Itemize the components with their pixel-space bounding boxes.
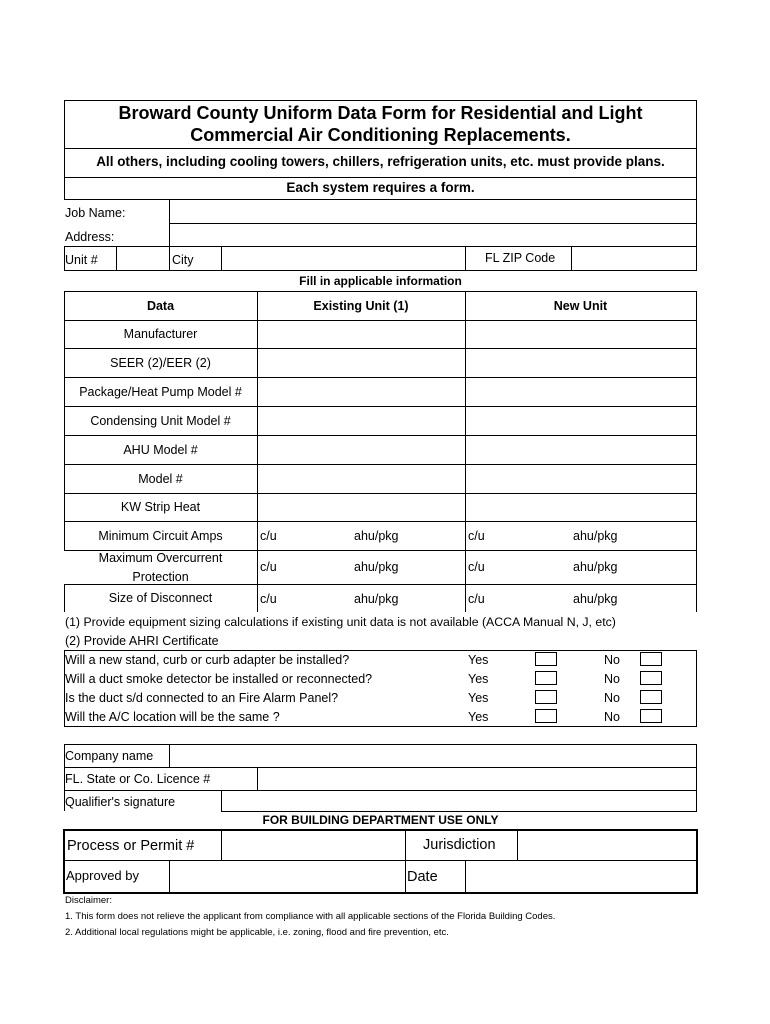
- disclaimer-line-2: 2. Additional local regulations might be applicable, i.e. zoning, flood and fire prevention, etc.: [65, 927, 449, 938]
- new-seer-field[interactable]: [466, 349, 695, 376]
- row-label-max-overcurrent: Maximum Overcurrent: [98, 551, 223, 565]
- date-field[interactable]: [466, 861, 695, 891]
- new-mca-ahu-label[interactable]: ahu/pkg: [573, 529, 618, 543]
- approved-by-label: Approved by: [66, 868, 139, 883]
- row-label-model: Model #: [138, 472, 183, 486]
- disclaimer-title: Disclaimer:: [65, 895, 112, 906]
- row-label-kw-strip-heat: KW Strip Heat: [120, 500, 201, 514]
- address-label: Address:: [65, 230, 115, 244]
- yes-label: Yes: [468, 653, 489, 667]
- no-label: No: [604, 691, 620, 705]
- row-label-package-model: Package/Heat Pump Model #: [79, 385, 242, 399]
- yes-checkbox-same-location[interactable]: [535, 709, 557, 723]
- new-ahu-model-field[interactable]: [466, 436, 695, 463]
- question-fire-alarm: Is the duct s/d connected to an Fire Alarm Panel?: [65, 691, 339, 705]
- address-field[interactable]: [170, 224, 696, 246]
- question-new-stand: Will a new stand, curb or curb adapter be installed?: [65, 653, 350, 667]
- existing-kw-strip-field[interactable]: [258, 494, 464, 520]
- zip-label: FL ZIP Code: [485, 251, 556, 265]
- form-subtitle: All others, including cooling towers, chillers, refrigeration units, etc. must provide plans.: [96, 154, 665, 169]
- new-condensing-model-field[interactable]: [466, 407, 695, 434]
- question-same-location: Will the A/C location will be the same ?: [65, 710, 280, 724]
- process-permit-label: Process or Permit #: [67, 838, 195, 854]
- no-checkbox-duct-smoke[interactable]: [640, 671, 662, 685]
- existing-mop-ahu-label[interactable]: ahu/pkg: [354, 560, 399, 574]
- zip-field[interactable]: [572, 247, 696, 269]
- yes-label: Yes: [468, 691, 489, 705]
- job-name-field[interactable]: [170, 200, 696, 222]
- new-mop-ahu-label[interactable]: ahu/pkg: [573, 560, 618, 574]
- licence-field[interactable]: [258, 768, 696, 789]
- jurisdiction-field[interactable]: [518, 831, 695, 859]
- row-label-protection: Protection: [132, 570, 189, 584]
- signature-label: Qualifier's signature: [65, 795, 176, 809]
- yes-checkbox-duct-smoke[interactable]: [535, 671, 557, 685]
- row-label-condensing-model: Condensing Unit Model #: [90, 414, 231, 428]
- row-label-min-circuit-amps: Minimum Circuit Amps: [98, 529, 223, 543]
- job-name-label: Job Name:: [65, 206, 126, 220]
- header-new-unit: New Unit: [553, 299, 608, 313]
- form-title-line1: Broward County Uniform Data Form for Residential and Light: [118, 103, 643, 123]
- process-permit-field[interactable]: [222, 831, 404, 859]
- building-dept-header: FOR BUILDING DEPARTMENT USE ONLY: [262, 813, 499, 827]
- question-duct-smoke: Will a duct smoke detector be installed or reconnected?: [65, 672, 373, 686]
- existing-manufacturer-field[interactable]: [258, 321, 464, 347]
- new-mop-cu-label[interactable]: c/u: [468, 560, 485, 574]
- new-manufacturer-field[interactable]: [466, 321, 695, 347]
- header-existing-unit: Existing Unit (1): [313, 299, 409, 313]
- company-name-label: Company name: [65, 749, 154, 763]
- existing-mca-ahu-label[interactable]: ahu/pkg: [354, 529, 399, 543]
- existing-mop-cu-label[interactable]: c/u: [260, 560, 277, 574]
- each-system-note: Each system requires a form.: [286, 180, 475, 195]
- existing-mca-cu-label[interactable]: c/u: [260, 529, 277, 543]
- row-label-seer: SEER (2)/EER (2): [110, 356, 211, 370]
- note-1: (1) Provide equipment sizing calculations if existing unit data is not available (ACCA Manual N, J, etc): [65, 615, 616, 629]
- existing-ahu-model-field[interactable]: [258, 436, 464, 463]
- date-label: Date: [407, 869, 438, 885]
- row-label-manufacturer: Manufacturer: [123, 327, 198, 341]
- signature-field[interactable]: [222, 791, 696, 810]
- new-disc-ahu-label[interactable]: ahu/pkg: [573, 592, 618, 606]
- new-model-field[interactable]: [466, 465, 695, 492]
- disclaimer-line-1: 1. This form does not relieve the applicant from compliance with all applicable sections of the Florida Building Codes.: [65, 911, 556, 922]
- no-label: No: [604, 672, 620, 686]
- new-mca-cu-label[interactable]: c/u: [468, 529, 485, 543]
- unit-label: Unit #: [65, 253, 98, 267]
- company-name-field[interactable]: [170, 745, 696, 766]
- existing-seer-field[interactable]: [258, 349, 464, 376]
- existing-disc-ahu-label[interactable]: ahu/pkg: [354, 592, 399, 606]
- yes-checkbox-fire-alarm[interactable]: [535, 690, 557, 704]
- existing-condensing-model-field[interactable]: [258, 407, 464, 434]
- yes-checkbox-new-stand[interactable]: [535, 652, 557, 666]
- yes-label: Yes: [468, 710, 489, 724]
- approved-by-field[interactable]: [170, 861, 404, 891]
- new-kw-strip-field[interactable]: [466, 494, 695, 520]
- existing-model-field[interactable]: [258, 465, 464, 492]
- row-label-ahu-model: AHU Model #: [123, 443, 198, 457]
- existing-disc-cu-label[interactable]: c/u: [260, 592, 277, 606]
- no-checkbox-fire-alarm[interactable]: [640, 690, 662, 704]
- row-label-size-disconnect: Size of Disconnect: [108, 591, 213, 605]
- unit-field[interactable]: [117, 247, 169, 269]
- city-label: City: [172, 253, 194, 267]
- new-disc-cu-label[interactable]: c/u: [468, 592, 485, 606]
- yes-label: Yes: [468, 672, 489, 686]
- new-package-model-field[interactable]: [466, 378, 695, 405]
- form-title-line2: Commercial Air Conditioning Replacements.: [190, 125, 571, 145]
- existing-package-model-field[interactable]: [258, 378, 464, 405]
- note-2: (2) Provide AHRI Certificate: [65, 634, 219, 648]
- header-data: Data: [146, 299, 175, 313]
- licence-label: FL. State or Co. Licence #: [65, 772, 211, 786]
- no-checkbox-new-stand[interactable]: [640, 652, 662, 666]
- no-label: No: [604, 653, 620, 667]
- no-checkbox-same-location[interactable]: [640, 709, 662, 723]
- city-field[interactable]: [222, 247, 465, 269]
- jurisdiction-label: Jurisdiction: [423, 837, 496, 853]
- no-label: No: [604, 710, 620, 724]
- fill-info-heading: Fill in applicable information: [299, 274, 462, 288]
